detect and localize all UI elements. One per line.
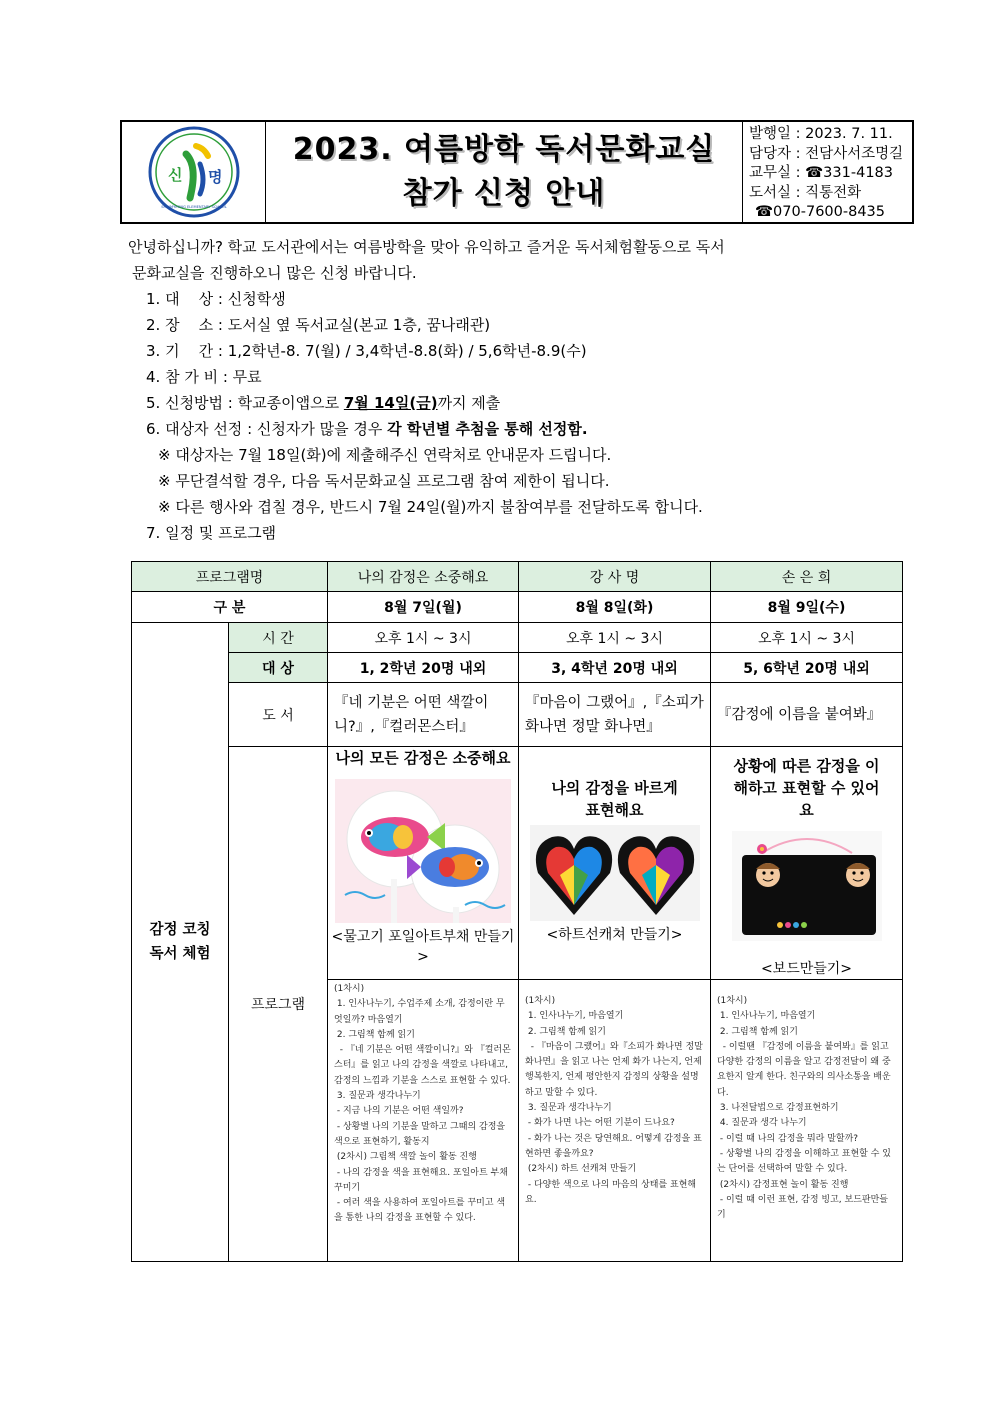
time-3: 오후 1시 ~ 3시	[711, 623, 903, 653]
header-instructor-name: 손 은 희	[711, 562, 903, 592]
date-2: 8월 8일(화)	[519, 592, 711, 623]
time-2: 오후 1시 ~ 3시	[519, 623, 711, 653]
activity-3-caption: <보드만들기>	[760, 961, 853, 977]
item-place: 2. 장 소 : 도서실 옆 독서교실(본교 1층, 꿈나래관)	[146, 316, 491, 334]
table-row-date	[132, 592, 903, 623]
item-fee: 4. 참 가 비 : 무료	[146, 368, 262, 386]
row-label-time: 시 간	[229, 623, 328, 653]
method-deadline: 7월 14일(금)	[343, 394, 438, 412]
activity-2	[519, 747, 711, 980]
grade-1: 1, 2학년 20명 내외	[328, 653, 519, 683]
activity-2-title: 나의 감정을 바르게 표현해요	[551, 779, 678, 819]
item-schedule: 7. 일정 및 프로그램	[146, 524, 277, 542]
table-row-target	[132, 653, 903, 683]
selection-text: 6. 대상자 선정 : 신청자가 많을 경우	[146, 420, 388, 438]
activity-3	[711, 747, 903, 980]
issue-date: 발행일 : 2023. 7. 11.	[749, 126, 893, 142]
activity-1-caption: <물고기 포일아트부채 만들기>	[331, 929, 515, 965]
intro-line-1: 안녕하십니까? 학교 도서관에서는 여름방학을 맞아 유익하고 즐거운 독서체험활동으로 독서	[128, 238, 725, 256]
school-emblem-icon	[146, 124, 242, 220]
item-period: 3. 기 간 : 1,2학년-8. 7(월) / 3,4학년-8.8(화) / 5,6학년-8.9(수)	[146, 342, 587, 360]
program-table	[131, 561, 903, 1262]
issue-info	[743, 122, 912, 222]
detail-3-text: (1차시) 1. 인사나누기, 마음열기 2. 그림책 함께 읽기 - 이럴땐 『감정에 이름을 붙여봐』를 읽고 다양한 감정의 이름을 알고 감정전달이 왜 중요한지 알게 한다. 친구와의 의사소통을 배운다. 3. 나전달법으로 감정표현하기 4. 질문과 생각 나누기 - 이럴 때 나의 감정을 뭐라 말할까? - 상황별 나의 감정을 이해하고 표현할 수 있는 단어를 선택하여 말할 수 있다. (2차시) 감정표현 놀이 활동 진행 - 이럴 때 이런 표현, 감정 빙고, 보드판만들기	[717, 996, 891, 1221]
header-instructor: 강 사 명	[519, 562, 711, 592]
row-label-division: 구 분	[132, 592, 328, 623]
activity-3-title: 상황에 따른 감정을 이해하고 표현할 수 있어요	[733, 757, 880, 819]
document-header	[120, 120, 914, 224]
heart-suncatcher-image	[530, 825, 700, 921]
logo-text-bottom: SHINMYEONG ELEMENTARY SCHOOL	[160, 205, 227, 209]
selection-bold: 각 학년별 추첨을 통해 선정함.	[387, 420, 588, 438]
method-text: 5. 신청방법 : 학교종이앱으로	[146, 394, 344, 412]
title-area	[266, 122, 743, 222]
page-subtitle: 참가 신청 안내	[402, 176, 606, 211]
note-1: ※ 대상자는 7월 18일(화)에 제출해주신 연락처로 안내문자 드립니다.	[158, 446, 612, 464]
method-text-end: 까지 제출	[437, 394, 501, 412]
book-1: 『네 기분은 어떤 색깔이니?』,『컬러몬스터』	[328, 683, 519, 747]
item-method	[120, 390, 920, 416]
detail-3	[711, 980, 903, 1262]
page-title: 2023. 여름방학 독서문화교실	[292, 132, 716, 167]
row-label-target: 대 상	[229, 653, 328, 683]
logo-text-left: 신	[167, 166, 182, 184]
detail-1-text: (1차시) 1. 인사나누기, 수업주제 소개, 감정이란 무엇일까? 마음열기 2. 그림책 함께 읽기 - 『네 기분은 어떤 색깔이니?』와 『컬러몬스터』를 읽고 나의 감정을 색깔로 나타내고, 감정의 느낌과 기분을 스스로 표현할 수 있다. 3. 질문과 생각나누기 - 지금 나의 기분은 어떤 색일까? - 상황별 나의 기분을 말하고 그때의 감정을 색으로 표현하기, 활동지 (2차시) 그림책 색깔 놀이 활동 진행 - 나의 감정을 색을 표현해요. 포일아트 부채꾸미기 - 여러 색을 사용하여 포일아트를 꾸미고 색을 통한 나의 감정을 표현할 수 있다.	[334, 984, 511, 1224]
item-selection	[120, 416, 920, 442]
row-label-book: 도 서	[229, 683, 328, 747]
activity-1-title: 나의 모든 감정은 소중해요	[335, 749, 511, 767]
emotion-board-image	[732, 831, 882, 941]
item-target: 1. 대 상 : 신청학생	[146, 290, 286, 308]
program-category	[132, 623, 229, 1262]
office-phone: 교무실 : ☎331-4183	[749, 165, 893, 181]
category-line-1: 감정 코칭	[149, 922, 211, 938]
book-3: 『감정에 이름을 붙여봐』	[711, 683, 903, 747]
category-line-2: 독서 체험	[149, 946, 211, 962]
table-header-row	[132, 562, 903, 592]
school-logo	[122, 122, 266, 222]
manager: 담당자 : 전담사서조명길	[749, 145, 904, 162]
table-row-book	[132, 683, 903, 747]
detail-2	[519, 980, 711, 1262]
activity-2-caption: <하트선캐쳐 만들기>	[546, 927, 683, 943]
detail-2-text: (1차시) 1. 인사나누기, 마음열기 2. 그림책 함께 읽기 - 『마음이 그랬어』와『소피가 화나면 정말 화나면』을 읽고 나는 언제 화가 나는지, 언제 행복한지, 언제 평안한지 감정의 상황을 설명하고 말할 수 있다. 3. 질문과 생각나누기 - 화가 나면 나는 어떤 기분이 드나요? - 화가 나는 것은 당연해요. 어떻게 감정을 표현하면 좋을까요? (2차시) 하트 선캐쳐 만들기 - 다양한 색으로 나의 마음의 상태를 표현해요.	[525, 996, 703, 1205]
logo-text-right: 명	[207, 168, 222, 186]
grade-3: 5, 6학년 20명 내외	[711, 653, 903, 683]
date-3: 8월 9일(수)	[711, 592, 903, 623]
detail-1	[328, 980, 519, 1262]
grade-2: 3, 4학년 20명 내외	[519, 653, 711, 683]
note-2: ※ 무단결석할 경우, 다음 독서문화교실 프로그램 참여 제한이 됩니다.	[158, 472, 610, 490]
library-phone: ☎070-7600-8435	[755, 204, 886, 220]
table-row-activity	[132, 747, 903, 980]
intro-line-2: 문화교실을 진행하오니 많은 신청 바랍니다.	[132, 264, 417, 282]
date-1: 8월 7일(월)	[328, 592, 519, 623]
header-program-name: 나의 감정은 소중해요	[328, 562, 519, 592]
fish-fan-image	[335, 779, 511, 923]
library-label: 도서실 : 직통전화	[749, 184, 862, 201]
activity-1	[328, 747, 519, 980]
row-label-program: 프로그램	[229, 747, 328, 1262]
book-2: 『마음이 그랬어』,『소피가 화나면 정말 화나면』	[519, 683, 711, 747]
announcement-body	[120, 234, 920, 546]
header-program: 프로그램명	[132, 562, 328, 592]
time-1: 오후 1시 ~ 3시	[328, 623, 519, 653]
note-3: ※ 다른 행사와 겹칠 경우, 반드시 7월 24일(월)까지 불참여부를 전달하도록 합니다.	[158, 498, 703, 516]
table-row-time	[132, 623, 903, 653]
